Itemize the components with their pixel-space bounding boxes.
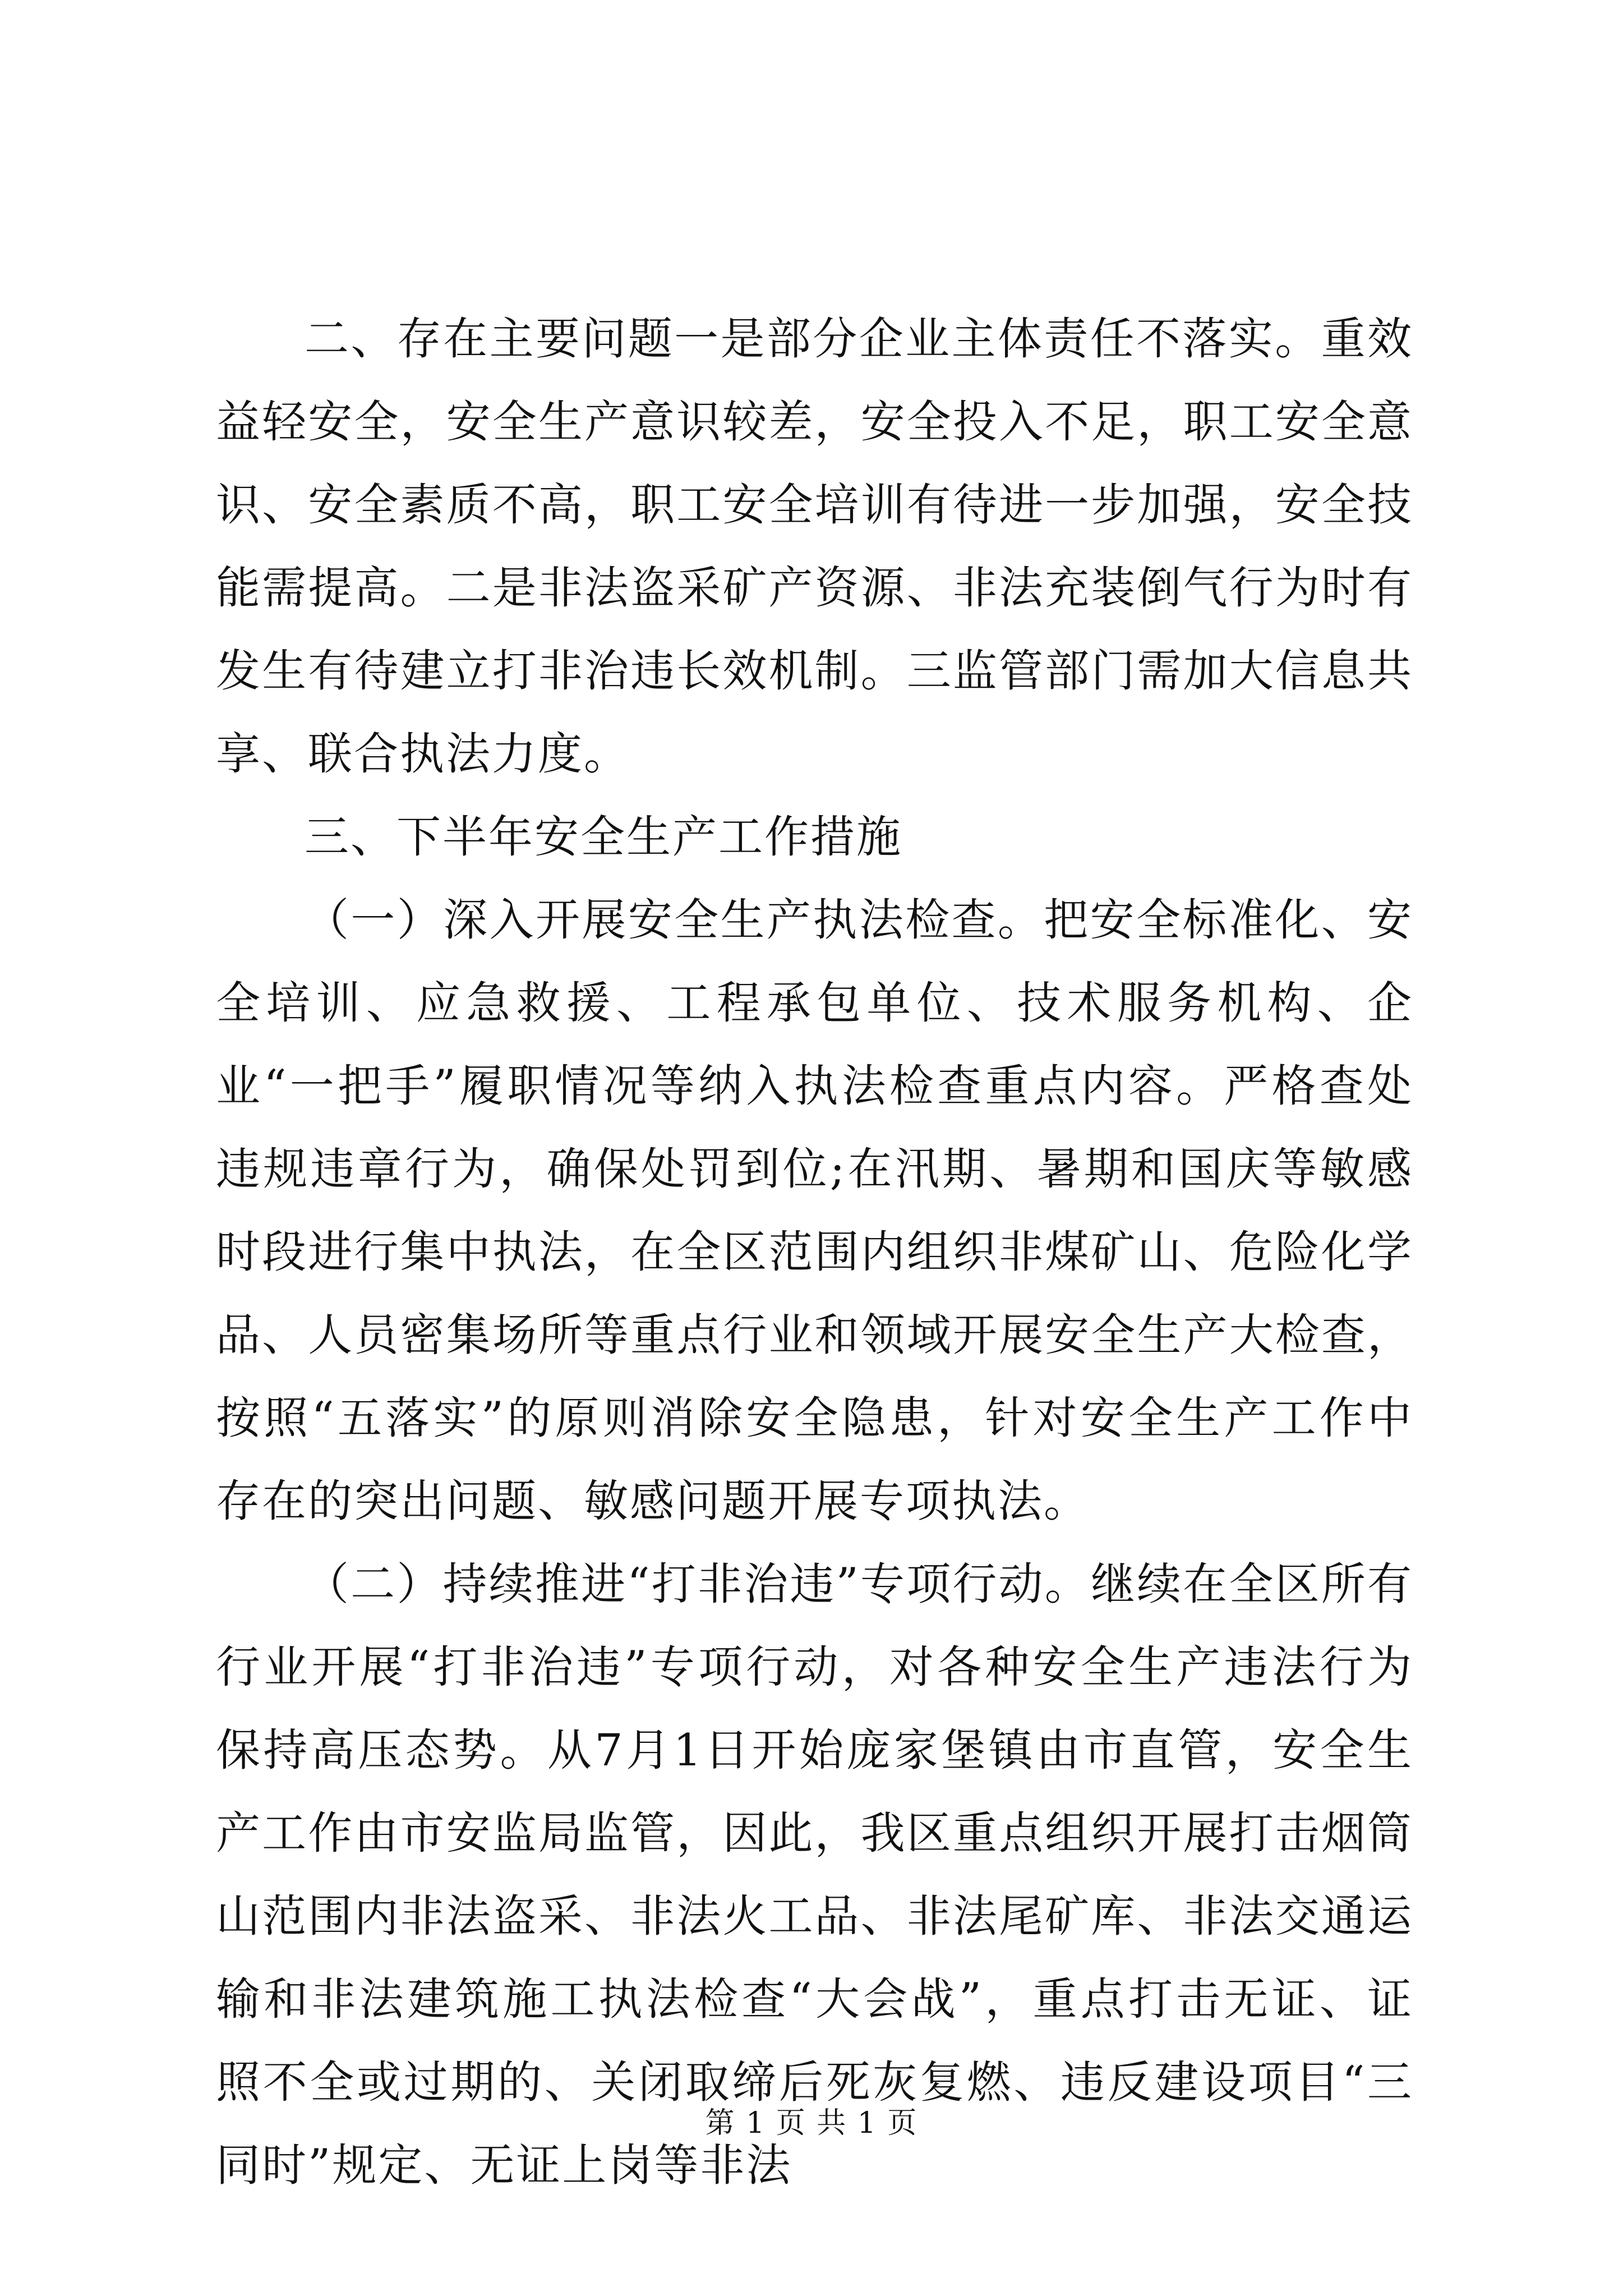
page-number-footer: 第 1 页 共 1 页 xyxy=(705,2106,918,2140)
document-body xyxy=(216,297,1413,2207)
paragraph-section-heading: 三、下半年安全生产工作措施 xyxy=(305,811,902,863)
paragraph-main-problems: 二、存在主要问题一是部分企业主体责任不落实。重效益轻安全，安全生产意识较差，安全投入不足，职工安全意识、安全素质不高，职工安全培训有待进一步加强，安全技能需提高。二是非法盗采矿产资源、非法充装倒气行为时有发生有待建立打非治违长效机制。三监管部门需加大信息共享、联合执法力度。 xyxy=(216,313,1413,780)
paragraph-enforcement-inspection: （一）深入开展安全生产执法检查。把安全标准化、安全培训、应急救援、工程承包单位、技术服务机构、企业“一把手”履职情况等纳入执法检查重点内容。严格查处违规违章行为，确保处罚到位;在汛期、暑期和国庆等敏感时段进行集中执法，在全区范围内组织非煤矿山、危险化学品、人员密集场所等重点行业和领域开展安全生产大检查，按照“五落实”的原则消除安全隐患，针对安全生产工作中存在的突出问题、敏感问题开展专项执法。 xyxy=(216,894,1413,1527)
paragraph-special-action: （二）持续推进“打非治违”专项行动。继续在全区所有行业开展“打非治违”专项行动，对各种安全生产违法行为保持高压态势。从7月1日开始庞家堡镇由市直管，安全生产工作由市安监局监管，因此，我区重点组织开展打击烟筒山范围内非法盗采、非法火工品、非法尾矿库、非法交通运输和非法建筑施工执法检查“大会战”，重点打击无证、证照不全或过期的、关闭取缔后死灰复燃、违反建设项目“三同时”规定、无证上岗等非法 xyxy=(216,1558,1413,2191)
